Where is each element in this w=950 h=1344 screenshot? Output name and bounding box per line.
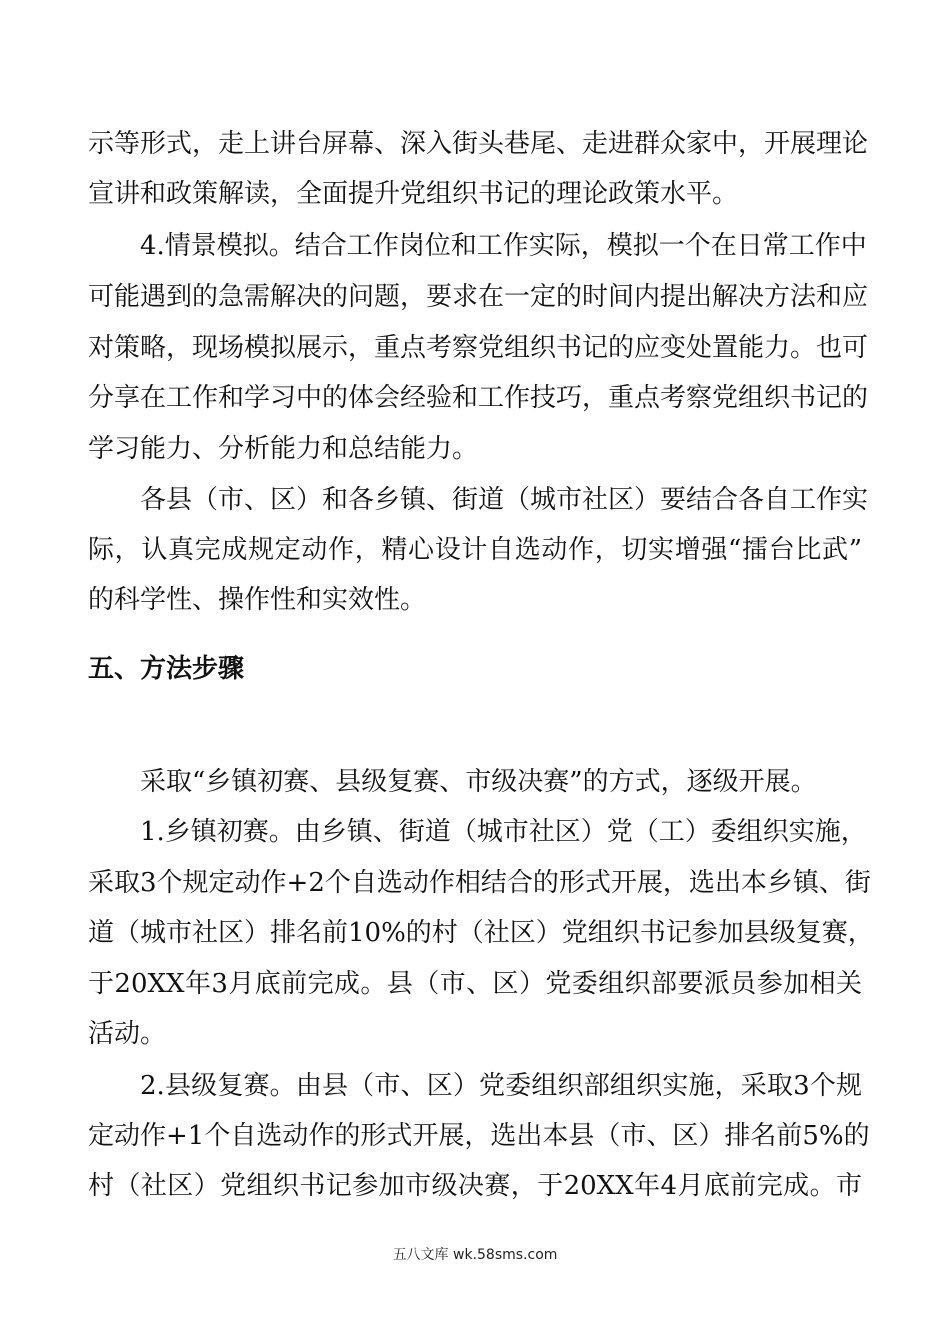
paragraph-line: 学习能力、分析能力和总结能力。: [88, 434, 479, 464]
paragraph-line: 道（城市社区）排名前10%的村（社区）党组织书记参加县级复赛，: [88, 918, 874, 948]
paragraph-line: 于20XX年3月底前完成。县（市、区）党委组织部要派员参加相关: [88, 969, 862, 999]
paragraph-line: 村（社区）党组织书记参加市级决赛，于20XX年4月底前完成。市: [88, 1171, 862, 1201]
paragraph-line: 际，认真完成规定动作，精心设计自选动作，切实增强“擂台比武”: [88, 535, 862, 565]
paragraph-line: 可能遇到的急需解决的问题，要求在一定的时间内提出解决方法和应: [88, 282, 869, 312]
paragraph-line: 示等形式，走上讲台屏幕、深入街头巷尾、走进群众家中，开展理论: [88, 129, 869, 159]
paragraph-line: 采取“乡镇初赛、县级复赛、市级决赛”的方式，逐级开展。: [140, 767, 817, 797]
paragraph-line: 各县（市、区）和各乡镇、街道（城市社区）要结合各自工作实: [140, 485, 869, 515]
page-footer: 五八文库 wk.58sms.com: [392, 1247, 558, 1263]
paragraph-line: 1.乡镇初赛。由乡镇、街道（城市社区）党（工）委组织实施，: [140, 817, 867, 847]
paragraph-line: 分享在工作和学习中的体会经验和工作技巧，重点考察党组织书记的: [88, 383, 869, 413]
paragraph-line: 采取3个规定动作+2个自选动作相结合的形式开展，选出本乡镇、街: [88, 868, 871, 898]
paragraph-line: 活动。: [88, 1019, 167, 1049]
section-heading: 五、方法步骤: [88, 654, 245, 684]
paragraph-line: 宣讲和政策解读，全面提升党组织书记的理论政策水平。: [88, 179, 739, 209]
paragraph-line: 2.县级复赛。由县（市、区）党委组织部组织实施，采取3个规: [140, 1071, 862, 1101]
paragraph-line: 对策略，现场模拟展示，重点考察党组织书记的应变处置能力。也可: [88, 333, 869, 363]
paragraph-line: 的科学性、操作性和实效性。: [88, 585, 427, 615]
paragraph-line: 定动作+1个自选动作的形式开展，选出本县（市、区）排名前5%的: [88, 1121, 870, 1151]
paragraph-line: 4.情景模拟。结合工作岗位和工作实际，模拟一个在日常工作中: [140, 231, 867, 261]
